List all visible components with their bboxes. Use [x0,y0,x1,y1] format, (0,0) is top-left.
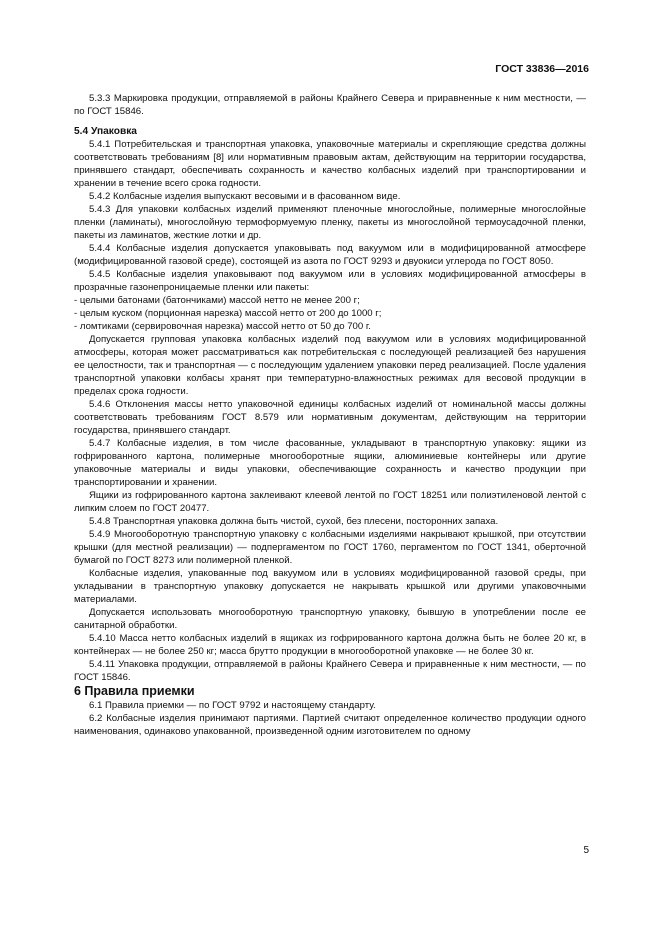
paragraph-5-4-11: 5.4.11 Упаковка продукции, отправляемой в районы Крайнего Севера и приравненные к ним местности, — по ГОСТ 15846. [74,659,586,683]
paragraph-5-4-1: 5.4.1 Потребительская и транспортная упаковка, упаковочные материалы и скрепляющие средства должны соответствовать требованиям [8] или нормативным правовым актам, действующим на территории государства, принявшего стандарт, обеспечивать сохранность и качество колбасных изделий при транспортировании и хранении в течение всего срока годности. [74,139,586,189]
page-number: 5 [583,845,589,856]
document-header: ГОСТ 33836—2016 [495,63,589,75]
paragraph-5-4-6: 5.4.6 Отклонения массы нетто упаковочной единицы колбасных изделий от номинальной массы должны соответствовать требованиям ГОСТ 8.579 или нормативным документам, действующим на территории государства, принявшего стандарт. [74,399,586,436]
list-item: - целым куском (порционная нарезка) массой нетто от 200 до 1000 г; [74,308,382,319]
paragraph-5-4-10: 5.4.10 Масса нетто колбасных изделий в ящиках из гофрированного картона должна быть не более 20 кг, в контейнерах — не более 250 кг; масса брутто продукции в многооборотной упаковке — не более 30 кг. [74,633,586,657]
paragraph-5-4-7: 5.4.7 Колбасные изделия, в том числе фасованные, укладывают в транспортную упаковку: ящики из гофрированного картона, полимерные многооборотные ящики, алюминиевые контейнеры или другие упаковочные материалы и виды упаковки, обеспечивающие сохранность и качество продукции при транспортировании и хранении. [74,438,586,488]
list-item: - целыми батонами (батончиками) массой нетто не менее 200 г; [74,295,360,306]
paragraph-boxes-tape: Ящики из гофрированного картона заклеивают клеевой лентой по ГОСТ 18251 или полиэтиленовой лентой с липким слоем по ГОСТ 20477. [74,490,586,514]
paragraph-5-3-3: 5.3.3 Маркировка продукции, отправляемой в районы Крайнего Севера и приравненные к ним местности, — по ГОСТ 15846. [74,93,586,117]
paragraph-5-4-9: 5.4.9 Многооборотную транспортную упаковку с колбасными изделиями накрывают крышкой, при отсутствии крышки (для местной реализации) — подпергаментом по ГОСТ 1760, пергаментом по ГОСТ 1341, оберточной бумагой по ГОСТ 8273 или полимерной пленкой. [74,529,586,566]
section-heading-6: 6 Правила приемки [74,684,195,698]
paragraph-5-4-2: 5.4.2 Колбасные изделия выпускают весовыми и в фасованном виде. [89,191,401,202]
paragraph-5-4-4: 5.4.4 Колбасные изделия допускается упаковывать под вакуумом или в модифицированной атмосфере (модифицированной газовой среде), состоящей из азота по ГОСТ 9293 и двуокиси углерода по ГОСТ 8050. [74,243,586,267]
list-item: - ломтиками (сервировочная нарезка) массой нетто от 50 до 700 г. [74,321,371,332]
paragraph-5-4-5: 5.4.5 Колбасные изделия упаковывают под вакуумом или в условиях модифицированной атмосферы в прозрачные газонепроницаемые пленки или пакеты: [74,269,586,293]
document-body [74,92,586,738]
paragraph-6-2: 6.2 Колбасные изделия принимают партиями. Партией считают определенное количество продукции одного наименования, одинаково упакованной, произведенной одним изготовителем по одному [74,713,586,737]
section-heading-5-4: 5.4 Упаковка [74,126,137,137]
paragraph-group-packaging: Допускается групповая упаковка колбасных изделий под вакуумом или в условиях модифицированной атмосферы, которая может рассматриваться как потребительская с последующей реализацией без нарушения ее целостности, так и транспортная — с последующим удалением упаковки перед реализацией. После удаления транспортной упаковки колбасы хранят при температурно-влажностных режимах для весовой продукции в пределах срока годности. [74,334,586,397]
paragraph-5-4-8: 5.4.8 Транспортная упаковка должна быть чистой, сухой, без плесени, посторонних запаха. [89,516,499,527]
paragraph-5-4-3: 5.4.3 Для упаковки колбасных изделий применяют пленочные многослойные, полимерные многослойные пленки (ламинаты), многослойную термоформуемую пленку, пакеты из многослойной термоусадочной пленки, пакеты из ламинатов, жесткие лотки и др. [74,204,586,241]
paragraph-vacuum-no-cover: Колбасные изделия, упакованные под вакуумом или в условиях модифицированной газовой среды, при укладывании в транспортную упаковку допускается не накрывать крышкой или другими упаковочными материалами. [74,568,586,605]
paragraph-reuse-packaging: Допускается использовать многооборотную транспортную упаковку, бывшую в употреблении после ее санитарной обработки. [74,607,586,631]
paragraph-6-1: 6.1 Правила приемки — по ГОСТ 9792 и настоящему стандарту. [89,700,376,711]
